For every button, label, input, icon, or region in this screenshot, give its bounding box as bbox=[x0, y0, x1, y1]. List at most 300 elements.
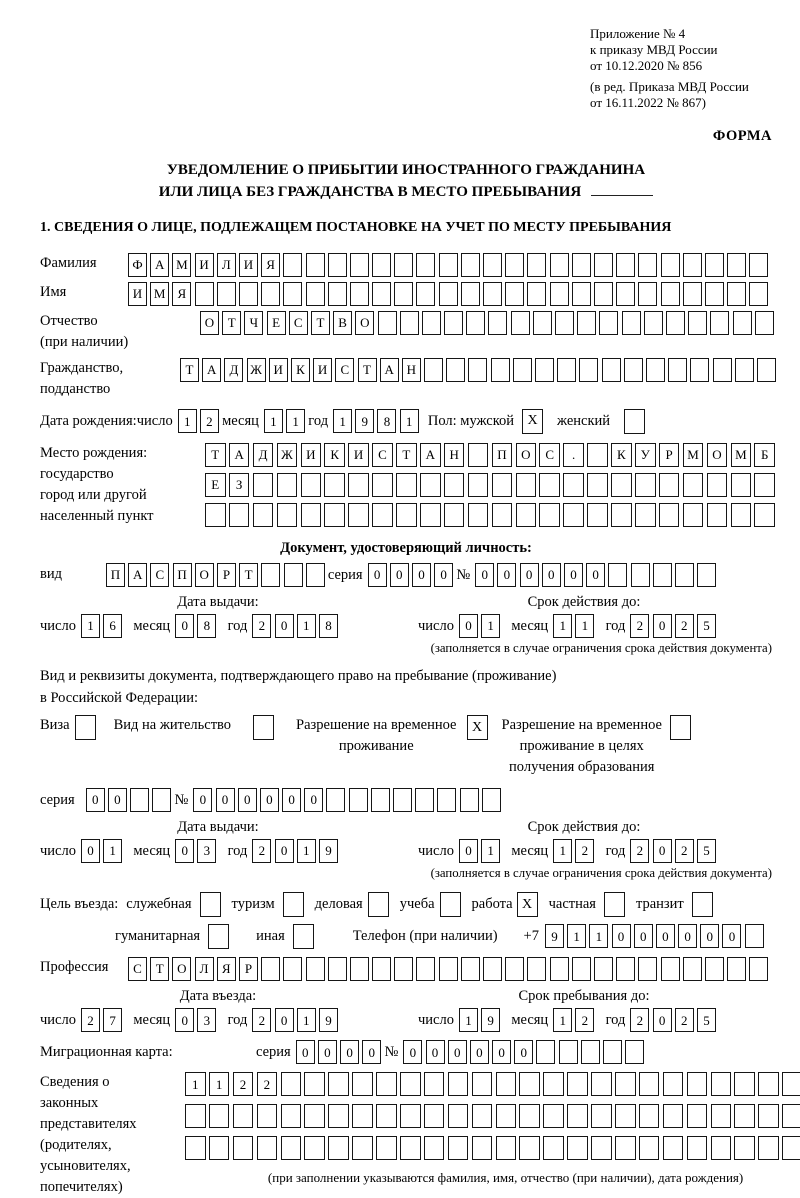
char-cell[interactable]: 0 bbox=[542, 563, 561, 587]
char-cell[interactable] bbox=[587, 473, 608, 497]
char-cell[interactable] bbox=[591, 1136, 612, 1160]
char-cell[interactable] bbox=[461, 253, 480, 277]
char-cell[interactable] bbox=[668, 358, 687, 382]
char-cell[interactable] bbox=[516, 503, 537, 527]
char-cell[interactable]: С bbox=[539, 443, 560, 467]
char-cell[interactable] bbox=[281, 1136, 302, 1160]
char-cell[interactable] bbox=[444, 503, 465, 527]
char-cell[interactable] bbox=[659, 503, 680, 527]
char-cell[interactable] bbox=[734, 1136, 755, 1160]
char-cell[interactable] bbox=[663, 1072, 684, 1096]
char-cell[interactable] bbox=[639, 1136, 660, 1160]
char-cell[interactable] bbox=[491, 358, 510, 382]
char-cell[interactable] bbox=[513, 358, 532, 382]
char-cell[interactable]: К bbox=[291, 358, 310, 382]
char-cell[interactable] bbox=[281, 1104, 302, 1128]
char-cell[interactable] bbox=[511, 311, 530, 335]
char-cell[interactable] bbox=[727, 282, 746, 306]
char-cell[interactable] bbox=[394, 253, 413, 277]
char-cell[interactable]: 0 bbox=[426, 1040, 445, 1064]
char-cell[interactable] bbox=[758, 1072, 779, 1096]
char-cell[interactable] bbox=[505, 253, 524, 277]
char-cell[interactable] bbox=[567, 1136, 588, 1160]
char-cell[interactable] bbox=[539, 503, 560, 527]
char-cell[interactable] bbox=[646, 358, 665, 382]
char-cell[interactable] bbox=[446, 358, 465, 382]
char-cell[interactable]: 0 bbox=[678, 924, 697, 948]
char-cell[interactable] bbox=[416, 957, 435, 981]
char-cell[interactable] bbox=[731, 503, 752, 527]
char-cell[interactable]: Д bbox=[253, 443, 274, 467]
purpose-work-checkbox[interactable]: X bbox=[517, 892, 538, 917]
char-cell[interactable] bbox=[758, 1136, 779, 1160]
char-cell[interactable] bbox=[424, 1104, 445, 1128]
char-cell[interactable] bbox=[372, 957, 391, 981]
char-cell[interactable]: 0 bbox=[700, 924, 719, 948]
char-cell[interactable]: 0 bbox=[722, 924, 741, 948]
char-cell[interactable] bbox=[372, 253, 391, 277]
char-cell[interactable]: 0 bbox=[492, 1040, 511, 1064]
char-cell[interactable] bbox=[482, 788, 501, 812]
char-cell[interactable]: 1 bbox=[185, 1072, 206, 1096]
char-cell[interactable]: 0 bbox=[634, 924, 653, 948]
char-cell[interactable] bbox=[683, 957, 702, 981]
char-cell[interactable] bbox=[608, 563, 627, 587]
char-cell[interactable]: 2 bbox=[200, 409, 219, 433]
char-cell[interactable] bbox=[734, 1104, 755, 1128]
char-cell[interactable] bbox=[472, 1104, 493, 1128]
char-cell[interactable] bbox=[396, 503, 417, 527]
purpose-business-checkbox[interactable] bbox=[368, 892, 389, 917]
char-cell[interactable] bbox=[782, 1072, 800, 1096]
char-cell[interactable] bbox=[448, 1072, 469, 1096]
char-cell[interactable] bbox=[209, 1136, 230, 1160]
char-cell[interactable] bbox=[745, 924, 764, 948]
temp-residence-education-checkbox[interactable] bbox=[670, 715, 691, 740]
char-cell[interactable] bbox=[488, 311, 507, 335]
char-cell[interactable] bbox=[233, 1136, 254, 1160]
char-cell[interactable] bbox=[328, 1072, 349, 1096]
char-cell[interactable] bbox=[209, 1104, 230, 1128]
char-cell[interactable]: С bbox=[289, 311, 308, 335]
char-cell[interactable]: 2 bbox=[252, 839, 271, 863]
char-cell[interactable] bbox=[594, 282, 613, 306]
char-cell[interactable]: 0 bbox=[275, 1008, 294, 1032]
char-cell[interactable]: О bbox=[355, 311, 374, 335]
char-cell[interactable] bbox=[376, 1072, 397, 1096]
char-cell[interactable] bbox=[550, 957, 569, 981]
char-cell[interactable] bbox=[683, 503, 704, 527]
char-cell[interactable]: 2 bbox=[675, 614, 694, 638]
char-cell[interactable]: 2 bbox=[675, 839, 694, 863]
char-cell[interactable]: Т bbox=[180, 358, 199, 382]
char-cell[interactable] bbox=[277, 503, 298, 527]
char-cell[interactable] bbox=[400, 311, 419, 335]
char-cell[interactable] bbox=[535, 358, 554, 382]
char-cell[interactable] bbox=[550, 282, 569, 306]
purpose-tourism-checkbox[interactable] bbox=[283, 892, 304, 917]
char-cell[interactable] bbox=[527, 253, 546, 277]
char-cell[interactable]: В bbox=[333, 311, 352, 335]
char-cell[interactable] bbox=[622, 311, 641, 335]
char-cell[interactable] bbox=[687, 1072, 708, 1096]
char-cell[interactable]: Т bbox=[222, 311, 241, 335]
char-cell[interactable] bbox=[638, 253, 657, 277]
char-cell[interactable]: О bbox=[172, 957, 191, 981]
char-cell[interactable] bbox=[396, 473, 417, 497]
char-cell[interactable] bbox=[424, 1072, 445, 1096]
char-cell[interactable] bbox=[468, 503, 489, 527]
char-cell[interactable] bbox=[324, 473, 345, 497]
char-cell[interactable]: М bbox=[731, 443, 752, 467]
char-cell[interactable]: З bbox=[229, 473, 250, 497]
char-cell[interactable] bbox=[424, 1136, 445, 1160]
char-cell[interactable] bbox=[705, 957, 724, 981]
char-cell[interactable] bbox=[567, 1072, 588, 1096]
char-cell[interactable]: 9 bbox=[319, 1008, 338, 1032]
char-cell[interactable] bbox=[611, 473, 632, 497]
char-cell[interactable]: У bbox=[635, 443, 656, 467]
char-cell[interactable] bbox=[697, 563, 716, 587]
char-cell[interactable]: 2 bbox=[630, 614, 649, 638]
char-cell[interactable] bbox=[472, 1136, 493, 1160]
char-cell[interactable] bbox=[516, 473, 537, 497]
char-cell[interactable] bbox=[683, 282, 702, 306]
char-cell[interactable]: 0 bbox=[275, 614, 294, 638]
char-cell[interactable] bbox=[731, 473, 752, 497]
char-cell[interactable]: Е bbox=[205, 473, 226, 497]
char-cell[interactable] bbox=[782, 1104, 800, 1128]
char-cell[interactable] bbox=[372, 473, 393, 497]
char-cell[interactable] bbox=[306, 282, 325, 306]
purpose-humanitarian-checkbox[interactable] bbox=[208, 924, 229, 949]
char-cell[interactable] bbox=[301, 503, 322, 527]
char-cell[interactable] bbox=[555, 311, 574, 335]
char-cell[interactable] bbox=[394, 957, 413, 981]
char-cell[interactable]: 0 bbox=[612, 924, 631, 948]
char-cell[interactable]: Л bbox=[217, 253, 236, 277]
char-cell[interactable] bbox=[352, 1104, 373, 1128]
char-cell[interactable] bbox=[283, 253, 302, 277]
char-cell[interactable] bbox=[536, 1040, 555, 1064]
char-cell[interactable] bbox=[754, 473, 775, 497]
char-cell[interactable]: 0 bbox=[81, 839, 100, 863]
char-cell[interactable]: 0 bbox=[318, 1040, 337, 1064]
char-cell[interactable]: Ф bbox=[128, 253, 147, 277]
char-cell[interactable]: 0 bbox=[475, 563, 494, 587]
char-cell[interactable] bbox=[625, 1040, 644, 1064]
char-cell[interactable] bbox=[281, 1072, 302, 1096]
char-cell[interactable]: 1 bbox=[286, 409, 305, 433]
char-cell[interactable]: 1 bbox=[209, 1072, 230, 1096]
char-cell[interactable] bbox=[735, 358, 754, 382]
char-cell[interactable] bbox=[472, 1072, 493, 1096]
char-cell[interactable]: И bbox=[239, 253, 258, 277]
char-cell[interactable] bbox=[492, 473, 513, 497]
char-cell[interactable]: 1 bbox=[481, 614, 500, 638]
char-cell[interactable] bbox=[705, 282, 724, 306]
char-cell[interactable] bbox=[557, 358, 576, 382]
char-cell[interactable] bbox=[350, 253, 369, 277]
char-cell[interactable]: 1 bbox=[297, 1008, 316, 1032]
purpose-other-checkbox[interactable] bbox=[293, 924, 314, 949]
char-cell[interactable]: Ж bbox=[277, 443, 298, 467]
char-cell[interactable] bbox=[757, 358, 776, 382]
char-cell[interactable] bbox=[754, 503, 775, 527]
char-cell[interactable]: С bbox=[128, 957, 147, 981]
char-cell[interactable] bbox=[616, 957, 635, 981]
char-cell[interactable]: 5 bbox=[697, 839, 716, 863]
char-cell[interactable]: 0 bbox=[108, 788, 127, 812]
char-cell[interactable]: 2 bbox=[233, 1072, 254, 1096]
char-cell[interactable]: 0 bbox=[470, 1040, 489, 1064]
char-cell[interactable] bbox=[711, 1136, 732, 1160]
char-cell[interactable] bbox=[631, 563, 650, 587]
char-cell[interactable]: 1 bbox=[459, 1008, 478, 1032]
char-cell[interactable] bbox=[283, 957, 302, 981]
char-cell[interactable] bbox=[284, 563, 303, 587]
char-cell[interactable]: 8 bbox=[377, 409, 396, 433]
char-cell[interactable]: М bbox=[172, 253, 191, 277]
char-cell[interactable]: 0 bbox=[653, 1008, 672, 1032]
char-cell[interactable] bbox=[229, 503, 250, 527]
char-cell[interactable]: 1 bbox=[264, 409, 283, 433]
char-cell[interactable]: Т bbox=[311, 311, 330, 335]
char-cell[interactable] bbox=[306, 563, 325, 587]
char-cell[interactable]: 0 bbox=[412, 563, 431, 587]
char-cell[interactable]: 1 bbox=[400, 409, 419, 433]
char-cell[interactable]: О bbox=[707, 443, 728, 467]
char-cell[interactable]: О bbox=[200, 311, 219, 335]
char-cell[interactable] bbox=[661, 253, 680, 277]
char-cell[interactable] bbox=[707, 503, 728, 527]
char-cell[interactable] bbox=[690, 358, 709, 382]
char-cell[interactable]: Т bbox=[205, 443, 226, 467]
char-cell[interactable]: 0 bbox=[304, 788, 323, 812]
char-cell[interactable] bbox=[424, 358, 443, 382]
char-cell[interactable] bbox=[348, 503, 369, 527]
char-cell[interactable] bbox=[483, 282, 502, 306]
char-cell[interactable]: 5 bbox=[697, 1008, 716, 1032]
char-cell[interactable]: 0 bbox=[514, 1040, 533, 1064]
char-cell[interactable] bbox=[563, 473, 584, 497]
char-cell[interactable] bbox=[483, 253, 502, 277]
char-cell[interactable]: С bbox=[372, 443, 393, 467]
visa-checkbox[interactable] bbox=[75, 715, 96, 740]
char-cell[interactable] bbox=[661, 282, 680, 306]
char-cell[interactable]: О bbox=[516, 443, 537, 467]
char-cell[interactable] bbox=[349, 788, 368, 812]
char-cell[interactable] bbox=[350, 957, 369, 981]
char-cell[interactable] bbox=[579, 358, 598, 382]
char-cell[interactable] bbox=[261, 957, 280, 981]
char-cell[interactable] bbox=[519, 1104, 540, 1128]
char-cell[interactable]: 2 bbox=[675, 1008, 694, 1032]
char-cell[interactable] bbox=[543, 1104, 564, 1128]
char-cell[interactable] bbox=[661, 957, 680, 981]
char-cell[interactable] bbox=[217, 282, 236, 306]
char-cell[interactable] bbox=[755, 311, 774, 335]
residence-permit-checkbox[interactable] bbox=[253, 715, 274, 740]
char-cell[interactable]: И bbox=[269, 358, 288, 382]
char-cell[interactable] bbox=[376, 1136, 397, 1160]
char-cell[interactable] bbox=[439, 957, 458, 981]
char-cell[interactable] bbox=[567, 1104, 588, 1128]
char-cell[interactable] bbox=[713, 358, 732, 382]
char-cell[interactable] bbox=[439, 282, 458, 306]
char-cell[interactable] bbox=[533, 311, 552, 335]
char-cell[interactable] bbox=[782, 1136, 800, 1160]
char-cell[interactable] bbox=[283, 282, 302, 306]
char-cell[interactable]: Р bbox=[659, 443, 680, 467]
char-cell[interactable] bbox=[683, 473, 704, 497]
char-cell[interactable] bbox=[505, 957, 524, 981]
char-cell[interactable] bbox=[468, 473, 489, 497]
char-cell[interactable] bbox=[581, 1040, 600, 1064]
char-cell[interactable] bbox=[638, 282, 657, 306]
char-cell[interactable] bbox=[587, 443, 608, 467]
char-cell[interactable] bbox=[437, 788, 456, 812]
char-cell[interactable] bbox=[572, 957, 591, 981]
char-cell[interactable]: 0 bbox=[520, 563, 539, 587]
char-cell[interactable] bbox=[466, 311, 485, 335]
char-cell[interactable]: 0 bbox=[653, 614, 672, 638]
char-cell[interactable]: Ч bbox=[244, 311, 263, 335]
char-cell[interactable]: . bbox=[563, 443, 584, 467]
char-cell[interactable] bbox=[603, 1040, 622, 1064]
char-cell[interactable]: И bbox=[195, 253, 214, 277]
char-cell[interactable] bbox=[376, 1104, 397, 1128]
char-cell[interactable]: К bbox=[324, 443, 345, 467]
char-cell[interactable] bbox=[666, 311, 685, 335]
char-cell[interactable]: 3 bbox=[197, 1008, 216, 1032]
char-cell[interactable] bbox=[444, 473, 465, 497]
char-cell[interactable]: 0 bbox=[216, 788, 235, 812]
char-cell[interactable] bbox=[599, 311, 618, 335]
char-cell[interactable]: 0 bbox=[296, 1040, 315, 1064]
char-cell[interactable]: 0 bbox=[175, 614, 194, 638]
purpose-transit-checkbox[interactable] bbox=[692, 892, 713, 917]
char-cell[interactable]: 0 bbox=[193, 788, 212, 812]
char-cell[interactable] bbox=[727, 957, 746, 981]
char-cell[interactable]: И bbox=[301, 443, 322, 467]
char-cell[interactable] bbox=[591, 1104, 612, 1128]
char-cell[interactable] bbox=[468, 358, 487, 382]
char-cell[interactable]: 6 bbox=[103, 614, 122, 638]
char-cell[interactable]: А bbox=[420, 443, 441, 467]
char-cell[interactable] bbox=[461, 282, 480, 306]
char-cell[interactable] bbox=[400, 1136, 421, 1160]
char-cell[interactable]: 0 bbox=[175, 1008, 194, 1032]
char-cell[interactable] bbox=[422, 311, 441, 335]
char-cell[interactable] bbox=[326, 788, 345, 812]
char-cell[interactable] bbox=[460, 788, 479, 812]
char-cell[interactable] bbox=[615, 1072, 636, 1096]
char-cell[interactable] bbox=[328, 282, 347, 306]
char-cell[interactable] bbox=[253, 473, 274, 497]
char-cell[interactable]: М bbox=[150, 282, 169, 306]
char-cell[interactable] bbox=[749, 957, 768, 981]
char-cell[interactable] bbox=[527, 957, 546, 981]
char-cell[interactable]: 0 bbox=[340, 1040, 359, 1064]
char-cell[interactable]: Т bbox=[358, 358, 377, 382]
char-cell[interactable] bbox=[572, 253, 591, 277]
char-cell[interactable] bbox=[324, 503, 345, 527]
char-cell[interactable] bbox=[624, 358, 643, 382]
char-cell[interactable]: К bbox=[611, 443, 632, 467]
char-cell[interactable]: 2 bbox=[252, 1008, 271, 1032]
char-cell[interactable]: Б bbox=[754, 443, 775, 467]
char-cell[interactable] bbox=[615, 1136, 636, 1160]
char-cell[interactable]: Е bbox=[267, 311, 286, 335]
char-cell[interactable] bbox=[420, 473, 441, 497]
char-cell[interactable] bbox=[328, 1136, 349, 1160]
char-cell[interactable] bbox=[683, 253, 702, 277]
char-cell[interactable] bbox=[253, 503, 274, 527]
char-cell[interactable]: Л bbox=[195, 957, 214, 981]
char-cell[interactable] bbox=[644, 311, 663, 335]
char-cell[interactable]: 0 bbox=[653, 839, 672, 863]
char-cell[interactable] bbox=[448, 1136, 469, 1160]
char-cell[interactable]: 8 bbox=[319, 614, 338, 638]
char-cell[interactable] bbox=[304, 1136, 325, 1160]
char-cell[interactable] bbox=[496, 1104, 517, 1128]
char-cell[interactable]: 3 bbox=[197, 839, 216, 863]
char-cell[interactable] bbox=[400, 1104, 421, 1128]
char-cell[interactable]: 1 bbox=[481, 839, 500, 863]
char-cell[interactable]: Т bbox=[239, 563, 258, 587]
char-cell[interactable]: 0 bbox=[497, 563, 516, 587]
char-cell[interactable]: Р bbox=[239, 957, 258, 981]
char-cell[interactable]: 2 bbox=[252, 614, 271, 638]
char-cell[interactable]: 9 bbox=[319, 839, 338, 863]
char-cell[interactable] bbox=[572, 282, 591, 306]
char-cell[interactable]: С bbox=[150, 563, 169, 587]
purpose-official-checkbox[interactable] bbox=[200, 892, 221, 917]
char-cell[interactable]: 1 bbox=[575, 614, 594, 638]
char-cell[interactable]: И bbox=[313, 358, 332, 382]
char-cell[interactable] bbox=[758, 1104, 779, 1128]
char-cell[interactable]: 0 bbox=[86, 788, 105, 812]
char-cell[interactable]: 0 bbox=[459, 614, 478, 638]
char-cell[interactable] bbox=[688, 311, 707, 335]
char-cell[interactable] bbox=[594, 253, 613, 277]
char-cell[interactable] bbox=[261, 282, 280, 306]
char-cell[interactable]: Т bbox=[396, 443, 417, 467]
char-cell[interactable] bbox=[261, 563, 280, 587]
char-cell[interactable] bbox=[543, 1136, 564, 1160]
char-cell[interactable] bbox=[749, 253, 768, 277]
char-cell[interactable] bbox=[352, 1136, 373, 1160]
char-cell[interactable]: 0 bbox=[459, 839, 478, 863]
char-cell[interactable] bbox=[707, 473, 728, 497]
char-cell[interactable] bbox=[205, 503, 226, 527]
char-cell[interactable] bbox=[328, 957, 347, 981]
char-cell[interactable]: Я bbox=[261, 253, 280, 277]
char-cell[interactable] bbox=[635, 503, 656, 527]
char-cell[interactable]: Д bbox=[224, 358, 243, 382]
char-cell[interactable] bbox=[372, 503, 393, 527]
char-cell[interactable] bbox=[687, 1136, 708, 1160]
char-cell[interactable] bbox=[304, 1104, 325, 1128]
char-cell[interactable] bbox=[711, 1072, 732, 1096]
char-cell[interactable] bbox=[519, 1136, 540, 1160]
char-cell[interactable] bbox=[492, 503, 513, 527]
char-cell[interactable] bbox=[468, 443, 489, 467]
char-cell[interactable] bbox=[372, 282, 391, 306]
char-cell[interactable] bbox=[239, 282, 258, 306]
char-cell[interactable] bbox=[639, 1104, 660, 1128]
